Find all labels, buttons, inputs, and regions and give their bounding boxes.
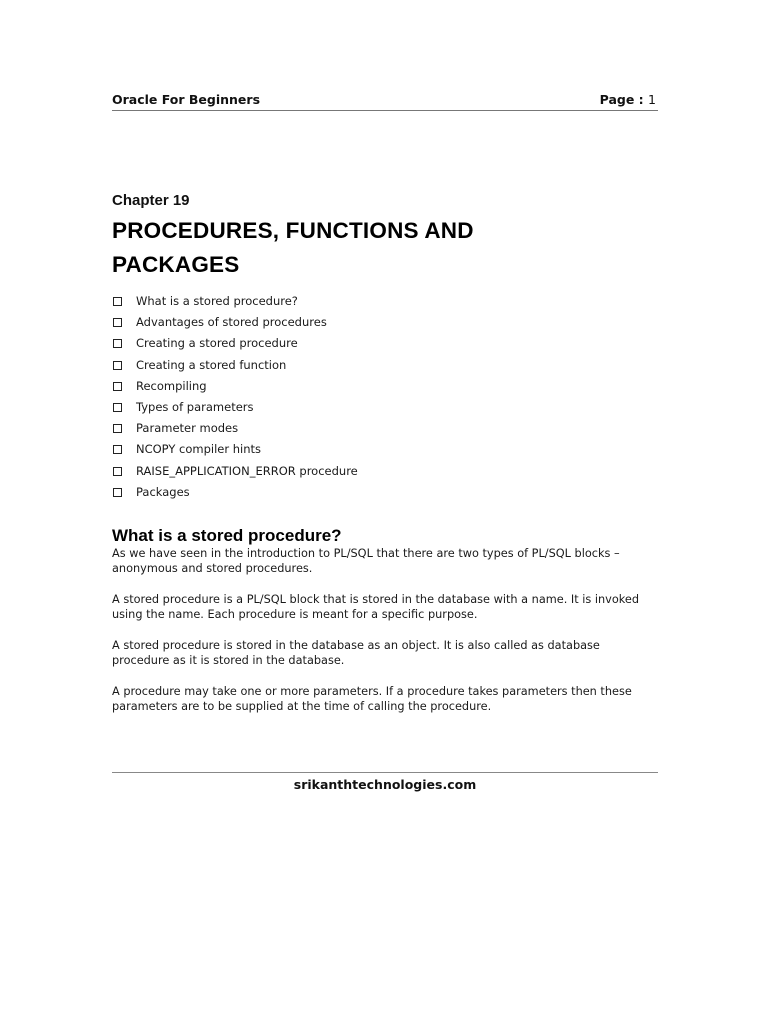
page-number: 1	[648, 92, 656, 107]
paragraph: As we have seen in the introduction to PL/SQL that there are two types of PL/SQL blocks – anonymous and stored procedures.	[112, 547, 620, 575]
list-item-text: Packages	[136, 484, 190, 499]
chapter-label: Chapter 19	[112, 192, 190, 209]
list-item	[112, 312, 358, 333]
chapter-topics-list	[112, 291, 358, 503]
checkbox-bullet-icon	[113, 361, 122, 370]
checkbox-bullet-icon	[113, 488, 122, 497]
chapter-title-line-2: PACKAGES	[112, 252, 240, 277]
page-label: Page :	[599, 92, 644, 107]
chapter-title-line-1: PROCEDURES, FUNCTIONS AND	[112, 218, 474, 243]
list-item-text: RAISE_APPLICATION_ERROR procedure	[136, 463, 358, 478]
list-item	[112, 482, 358, 503]
list-item	[112, 439, 358, 460]
list-item	[112, 461, 358, 482]
checkbox-bullet-icon	[113, 445, 122, 454]
checkbox-bullet-icon	[113, 318, 122, 327]
footer-site: srikanthtechnologies.com	[293, 777, 477, 792]
paragraph: A stored procedure is stored in the database as an object. It is also called as database procedure as it is stored in the database.	[112, 639, 600, 667]
list-item-text: Types of parameters	[136, 400, 254, 415]
checkbox-bullet-icon	[113, 424, 122, 433]
footer-divider	[112, 772, 658, 773]
list-item-text: Creating a stored function	[136, 357, 287, 372]
paragraph: A stored procedure is a PL/SQL block that is stored in the database with a name. It is invoked using the name. Each procedure is meant for a specific purpose.	[112, 593, 639, 621]
chapter-title	[112, 214, 632, 282]
page-header	[112, 92, 658, 111]
list-item-text: Advantages of stored procedures	[136, 315, 327, 330]
list-item-text: NCOPY compiler hints	[136, 442, 262, 457]
paragraph: A procedure may take one or more parameters. If a procedure takes parameters then these parameters are to be supplied at the time of calling the procedure.	[112, 685, 632, 713]
checkbox-bullet-icon	[113, 297, 122, 306]
checkbox-bullet-icon	[113, 403, 122, 412]
list-item-text: Parameter modes	[136, 421, 239, 436]
checkbox-bullet-icon	[113, 382, 122, 391]
checkbox-bullet-icon	[113, 339, 122, 348]
page-indicator	[600, 92, 656, 107]
list-item	[112, 291, 358, 312]
section-heading: What is a stored procedure?	[112, 526, 342, 545]
list-item	[112, 333, 358, 354]
checkbox-bullet-icon	[113, 467, 122, 476]
list-item	[112, 418, 358, 439]
list-item-text: What is a stored procedure?	[136, 294, 298, 309]
list-item	[112, 376, 358, 397]
list-item-text: Creating a stored procedure	[136, 336, 298, 351]
list-item-text: Recompiling	[136, 378, 207, 393]
header-title: Oracle For Beginners	[112, 92, 261, 107]
list-item	[112, 397, 358, 418]
list-item	[112, 355, 358, 376]
